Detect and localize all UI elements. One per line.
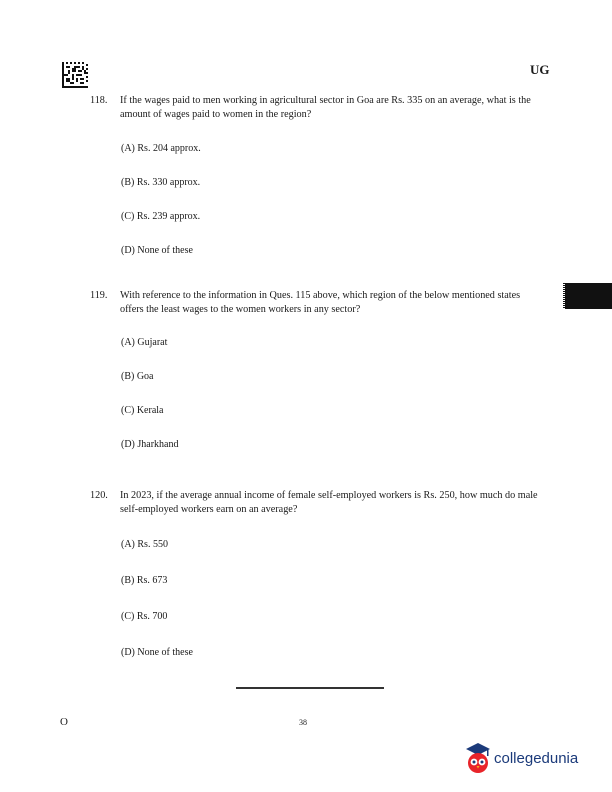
question-text: If the wages paid to men working in agricultural sector in Goa are Rs. 335 on an average, what is the amount of wages paid to women in the region? xyxy=(120,95,531,120)
question-119 xyxy=(90,289,540,317)
option-a: (A) Rs. 550 xyxy=(121,539,168,550)
option-a: (A) Gujarat xyxy=(121,337,168,348)
option-d: (D) None of these xyxy=(121,647,193,658)
option-d: (D) None of these xyxy=(121,245,193,256)
option-d: (D) Jharkhand xyxy=(121,439,179,450)
paper-code: UG xyxy=(530,62,550,77)
option-c: (C) Rs. 700 xyxy=(121,611,168,622)
option-c: (C) Rs. 239 approx. xyxy=(121,211,201,222)
option-b: (B) Goa xyxy=(121,371,154,382)
set-letter: O xyxy=(60,716,68,728)
question-120 xyxy=(90,489,540,517)
collegedunia-logo xyxy=(460,740,610,776)
question-number: 120. xyxy=(90,490,108,501)
question-number: 119. xyxy=(90,290,108,301)
logo-wordmark: collegedunia xyxy=(494,750,579,767)
datamatrix-code xyxy=(62,62,88,88)
margin-black-mark xyxy=(565,283,612,309)
question-text: In 2023, if the average annual income of female self-employed workers is Rs. 250, how much do male self-employed workers earn on an average? xyxy=(120,490,538,515)
option-b: (B) Rs. 330 approx. xyxy=(121,177,201,188)
question-number: 118. xyxy=(90,95,108,106)
graduate-owl-icon xyxy=(460,740,496,776)
option-a: (A) Rs. 204 approx. xyxy=(121,143,201,154)
question-118 xyxy=(90,94,540,122)
option-c: (C) Kerala xyxy=(121,405,164,416)
end-divider xyxy=(236,687,384,689)
page-number: 38 xyxy=(299,718,307,727)
question-text: With reference to the information in Ques. 115 above, which region of the below mentioned states offers the least wages to the women workers in any sector? xyxy=(120,290,521,315)
option-b: (B) Rs. 673 xyxy=(121,575,168,586)
